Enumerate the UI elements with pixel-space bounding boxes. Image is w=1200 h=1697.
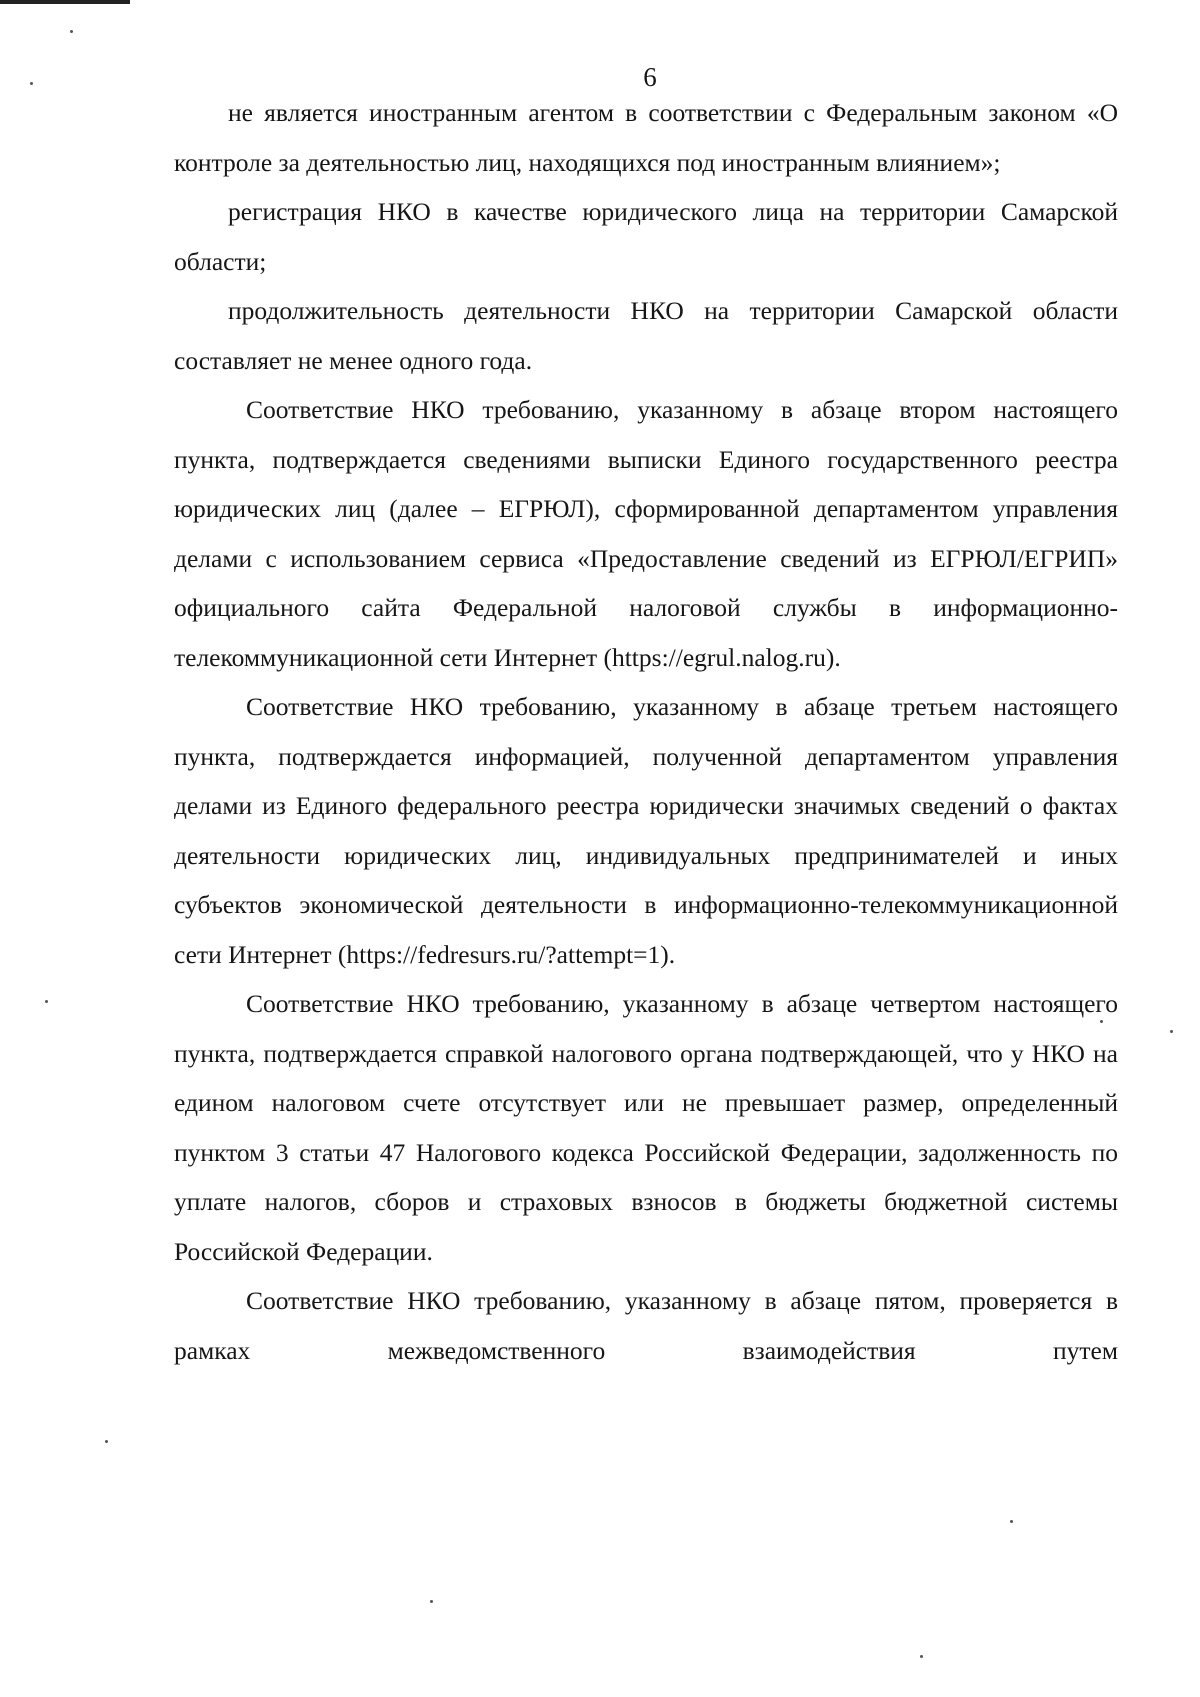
page-number: 6: [643, 62, 657, 92]
paragraph-2: регистрация НКО в качестве юридического лица на территории Самарской области;: [174, 197, 1118, 276]
scan-speck: [30, 82, 33, 85]
scan-speck: [105, 1440, 108, 1443]
paragraph-1: не является иностранным агентом в соответствии с Федеральным законом «О контроле за деятельностью лиц, находящихся под иностранным влиянием»;: [174, 98, 1118, 177]
document-body: [174, 88, 1118, 1375]
scan-speck: [920, 1655, 923, 1658]
paragraph-3: продолжительность деятельности НКО на территории Самарской области составляет не менее одного года.: [174, 296, 1118, 375]
scan-speck: [45, 1000, 48, 1003]
scan-speck: [1010, 1520, 1013, 1523]
scan-speck: [1170, 1030, 1173, 1033]
paragraph-7: Соответствие НКО требованию, указанному в абзаце пятом, проверяется в рамках межведомственного взаимодействия путем: [174, 1286, 1118, 1365]
scan-edge-mark: [0, 0, 130, 4]
scan-speck: [1100, 1020, 1103, 1023]
scan-speck: [430, 1600, 433, 1603]
scan-speck: [70, 30, 73, 33]
paragraph-5: Соответствие НКО требованию, указанному в абзаце третьем настоящего пункта, подтверждается информацией, полученной департаментом управления делами из Единого федерального реестра юридически значимых сведений о фактах деятельности юридических лиц, индивидуальных предпринимателей и иных субъектов экономической деятельности в информационно-телекоммуникационной сети Интернет (https://fedresurs.ru/?attempt=1).: [174, 692, 1118, 969]
paragraph-6: Соответствие НКО требованию, указанному в абзаце четвертом настоящего пункта, подтверждается справкой налогового органа подтверждающей, что у НКО на едином налоговом счете отсутствует или не превышает размер, определенный пунктом 3 статьи 47 Налогового кодекса Российской Федерации, задолженность по уплате налогов, сборов и страховых взносов в бюджеты бюджетной системы Российской Федерации.: [174, 989, 1118, 1266]
paragraph-4: Соответствие НКО требованию, указанному в абзаце втором настоящего пункта, подтверждается сведениями выписки Единого государственного реестра юридических лиц (далее – ЕГРЮЛ), сформированной департаментом управления делами с использованием сервиса «Предоставление сведений из ЕГРЮЛ/ЕГРИП» официального сайта Федеральной налоговой службы в информационно-телекоммуникационной сети Интернет (https://egrul.nalog.ru).: [174, 395, 1118, 672]
